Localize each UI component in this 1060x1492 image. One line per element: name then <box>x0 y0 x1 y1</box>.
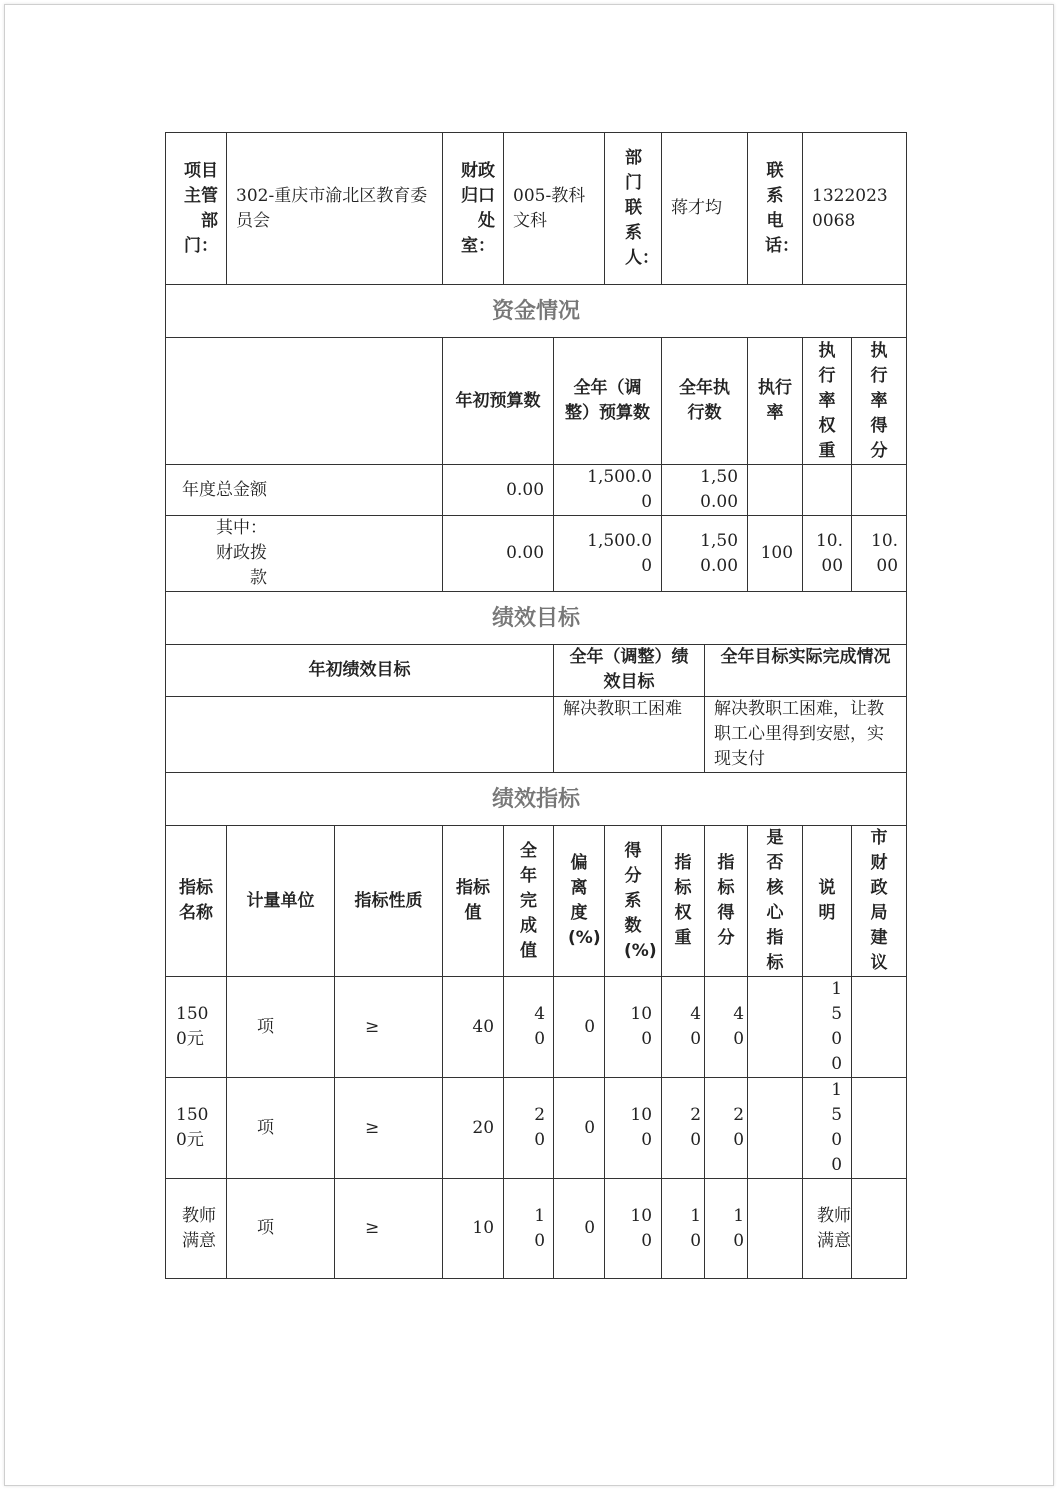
indicator-completed: 40 <box>504 977 554 1078</box>
indicator-name: 1500元 <box>166 1078 227 1179</box>
indicator-weight: 40 <box>662 977 705 1078</box>
funds-rate: 100 <box>748 516 803 592</box>
indicator-score: 10 <box>705 1179 748 1279</box>
indicator-nature: ≥ <box>335 1179 443 1279</box>
funds-weight <box>803 465 852 516</box>
funds-row <box>166 465 907 516</box>
col-completed-value: 全年完成值 <box>504 826 554 977</box>
phone-value: 13220230068 <box>803 133 907 285</box>
funds-row-label: 年度总金额 <box>166 465 443 516</box>
col-deviation: 偏离度(%) <box>554 826 605 977</box>
col-executed: 全年执行数 <box>662 338 748 465</box>
indicator-weight: 10 <box>662 1179 705 1279</box>
indicator-completed: 20 <box>504 1078 554 1179</box>
indicator-coef: 100 <box>605 1078 662 1179</box>
col-initial-budget: 年初预算数 <box>443 338 554 465</box>
indicator-core <box>748 977 803 1078</box>
funds-section-title: 资金情况 <box>166 285 907 338</box>
contact-value: 蒋才均 <box>662 133 748 285</box>
funds-corner-cell <box>166 338 443 465</box>
col-advice: 市财政局建议 <box>852 826 907 977</box>
dept-label: 项目主管部门： <box>166 133 227 285</box>
col-actual-completion: 全年目标实际完成情况 <box>705 645 907 697</box>
indicator-row <box>166 977 907 1078</box>
finance-value: 005-教科文科 <box>504 133 605 285</box>
col-target-value: 指标值 <box>443 826 504 977</box>
col-rate-weight: 执行率权重 <box>803 338 852 465</box>
indicator-unit: 项 <box>227 977 335 1078</box>
funds-score: 10.00 <box>852 516 907 592</box>
col-note: 说明 <box>803 826 852 977</box>
indicator-core <box>748 1179 803 1279</box>
indicator-note: 教师满意 <box>803 1179 852 1279</box>
funds-initial: 0.00 <box>443 516 554 592</box>
col-unit: 计量单位 <box>227 826 335 977</box>
funds-header-row <box>166 338 907 465</box>
indicator-completed: 10 <box>504 1179 554 1279</box>
col-weight: 指标权重 <box>662 826 705 977</box>
funds-score <box>852 465 907 516</box>
performance-report-table <box>165 132 907 1279</box>
contact-label: 部门联系人： <box>605 133 662 285</box>
indicator-deviation: 0 <box>554 1078 605 1179</box>
indicator-advice <box>852 977 907 1078</box>
funds-rate <box>748 465 803 516</box>
col-score: 指标得分 <box>705 826 748 977</box>
indicator-nature: ≥ <box>335 977 443 1078</box>
funds-adjusted: 1,500.00 <box>554 465 662 516</box>
funds-executed: 1,500.00 <box>662 465 748 516</box>
indicator-deviation: 0 <box>554 1179 605 1279</box>
indicator-value: 20 <box>443 1078 504 1179</box>
indicator-name: 教师满意 <box>166 1179 227 1279</box>
indicator-coef: 100 <box>605 977 662 1078</box>
indicator-name: 1500元 <box>166 977 227 1078</box>
col-rate-score: 执行率得分 <box>852 338 907 465</box>
indicators-header-row <box>166 826 907 977</box>
goals-section-title: 绩效目标 <box>166 592 907 645</box>
indicator-value: 40 <box>443 977 504 1078</box>
finance-label: 财政归口处室： <box>443 133 504 285</box>
indicator-core <box>748 1078 803 1179</box>
indicator-value: 10 <box>443 1179 504 1279</box>
dept-value: 302-重庆市渝北区教育委员会 <box>227 133 443 285</box>
indicator-advice <box>852 1179 907 1279</box>
goals-row <box>166 697 907 773</box>
phone-label: 联系电话： <box>748 133 803 285</box>
funds-row <box>166 516 907 592</box>
col-adjusted-budget: 全年（调整）预算数 <box>554 338 662 465</box>
header-row <box>166 133 907 285</box>
indicator-coef: 100 <box>605 1179 662 1279</box>
adjusted-goal-text: 解决教职工困难 <box>554 697 705 773</box>
col-initial-goal: 年初绩效目标 <box>166 645 554 697</box>
funds-row-label: 其中：财政拨款 <box>166 516 443 592</box>
col-exec-rate: 执行率 <box>748 338 803 465</box>
actual-completion-text: 解决教职工困难，让教职工心里得到安慰，实现支付 <box>705 697 907 773</box>
col-nature: 指标性质 <box>335 826 443 977</box>
col-indicator-name: 指标名称 <box>166 826 227 977</box>
indicator-unit: 项 <box>227 1179 335 1279</box>
col-score-coef: 得分系数(%) <box>605 826 662 977</box>
indicator-nature: ≥ <box>335 1078 443 1179</box>
indicator-row <box>166 1179 907 1279</box>
indicator-score: 20 <box>705 1078 748 1179</box>
indicator-unit: 项 <box>227 1078 335 1179</box>
funds-executed: 1,500.00 <box>662 516 748 592</box>
funds-adjusted: 1,500.00 <box>554 516 662 592</box>
funds-weight: 10.00 <box>803 516 852 592</box>
goals-header-row <box>166 645 907 697</box>
indicator-weight: 20 <box>662 1078 705 1179</box>
indicator-advice <box>852 1078 907 1179</box>
col-core: 是否核心指标 <box>748 826 803 977</box>
indicator-note: 1500 <box>803 977 852 1078</box>
indicator-row <box>166 1078 907 1179</box>
indicator-note: 1500 <box>803 1078 852 1179</box>
col-adjusted-goal: 全年（调整）绩效目标 <box>554 645 705 697</box>
indicator-deviation: 0 <box>554 977 605 1078</box>
indicators-section-title: 绩效指标 <box>166 773 907 826</box>
initial-goal-text <box>166 697 554 773</box>
funds-initial: 0.00 <box>443 465 554 516</box>
indicator-score: 40 <box>705 977 748 1078</box>
